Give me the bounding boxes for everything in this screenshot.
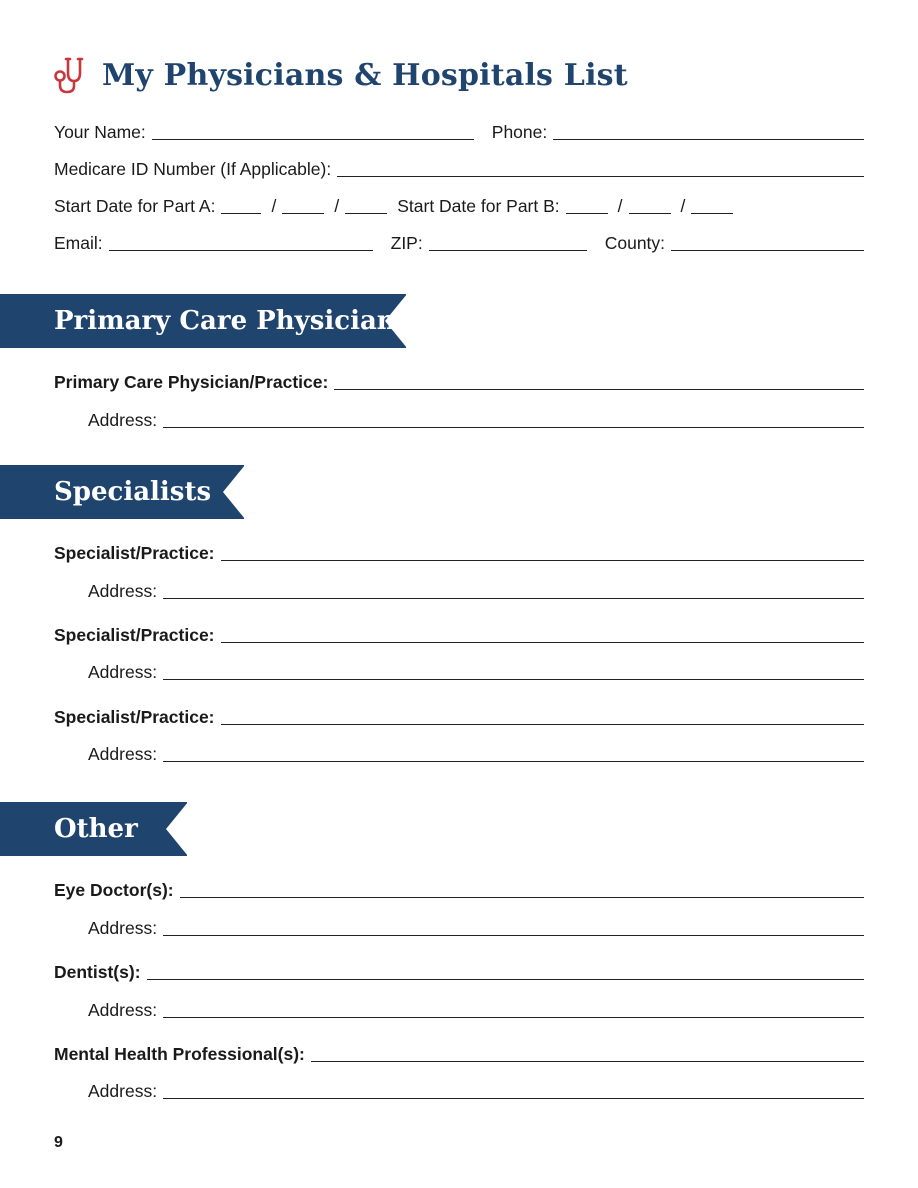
specialist-entry-row [54, 704, 864, 728]
date-slash: / [334, 196, 340, 216]
mental-health-field[interactable] [311, 1044, 864, 1062]
date-slash: / [617, 196, 623, 216]
address-label: Address: [88, 581, 158, 601]
mental-health-row [54, 1041, 864, 1065]
mental-address-row [88, 1078, 864, 1102]
address-label: Address: [88, 410, 158, 430]
primary-physician-field[interactable] [334, 372, 864, 390]
start-dates-row [54, 193, 864, 217]
mental-address-field[interactable] [163, 1081, 864, 1099]
specialist-address-row [88, 659, 864, 683]
specialist-entry-row [54, 622, 864, 646]
county-field[interactable] [671, 233, 864, 251]
specialist-label: Specialist/Practice: [54, 625, 215, 645]
page-title: My Physicians & Hospitals List [102, 57, 628, 93]
phone-field[interactable] [553, 122, 864, 140]
your-name-field[interactable] [152, 122, 474, 140]
primary-address-row [88, 407, 864, 431]
email-field[interactable] [109, 233, 373, 251]
eye-doctor-row [54, 877, 864, 901]
eye-address-row [88, 915, 864, 939]
address-label: Address: [88, 662, 158, 682]
page-number: 9 [54, 1134, 63, 1151]
eye-doctor-label: Eye Doctor(s): [54, 880, 174, 900]
specialist-entry-row [54, 540, 864, 564]
address-label: Address: [88, 744, 158, 764]
email-zip-county-row [54, 230, 864, 254]
zip-label: ZIP: [390, 233, 423, 253]
title-row [52, 55, 628, 95]
start-a-day-field[interactable] [282, 196, 324, 214]
address-label: Address: [88, 1000, 158, 1020]
address-label: Address: [88, 918, 158, 938]
eye-address-field[interactable] [163, 918, 864, 936]
start-b-day-field[interactable] [629, 196, 671, 214]
date-slash: / [680, 196, 686, 216]
primary-address-field[interactable] [163, 410, 864, 428]
medicare-id-label: Medicare ID Number (If Applicable): [54, 159, 332, 179]
specialist-address-row [88, 741, 864, 765]
start-b-year-field[interactable] [691, 196, 733, 214]
address-label: Address: [88, 1081, 158, 1101]
eye-doctor-field[interactable] [180, 880, 864, 898]
dentist-label: Dentist(s): [54, 962, 141, 982]
date-slash: / [271, 196, 277, 216]
specialist-address-field-1[interactable] [163, 581, 864, 599]
dentist-field[interactable] [147, 962, 864, 980]
other-banner [0, 802, 187, 856]
primary-physician-label: Primary Care Physician/Practice: [54, 372, 329, 392]
mental-health-label: Mental Health Professional(s): [54, 1044, 305, 1064]
medicare-row [54, 156, 864, 180]
specialist-address-field-2[interactable] [163, 662, 864, 680]
other-heading: Other [54, 814, 138, 844]
specialist-address-row [88, 578, 864, 602]
medicare-id-field[interactable] [337, 159, 864, 177]
specialists-banner [0, 465, 244, 519]
specialist-address-field-3[interactable] [163, 744, 864, 762]
phone-label: Phone: [491, 122, 548, 142]
specialist-field-2[interactable] [221, 625, 865, 643]
dentist-address-row [88, 997, 864, 1021]
dentist-row [54, 959, 864, 983]
primary-care-banner [0, 294, 406, 348]
specialist-field-1[interactable] [221, 543, 865, 561]
your-name-label: Your Name: [54, 122, 146, 142]
email-label: Email: [54, 233, 103, 253]
dentist-address-field[interactable] [163, 1000, 864, 1018]
start-a-label: Start Date for Part A: [54, 196, 216, 216]
stethoscope-icon [52, 55, 88, 95]
zip-field[interactable] [429, 233, 587, 251]
start-a-year-field[interactable] [345, 196, 387, 214]
county-label: County: [604, 233, 666, 253]
specialist-field-3[interactable] [221, 707, 865, 725]
specialist-label: Specialist/Practice: [54, 707, 215, 727]
name-phone-row [54, 119, 864, 143]
specialist-label: Specialist/Practice: [54, 543, 215, 563]
start-a-month-field[interactable] [221, 196, 261, 214]
primary-entry-row [54, 369, 864, 393]
specialists-heading: Specialists [54, 477, 212, 507]
start-b-month-field[interactable] [566, 196, 608, 214]
primary-care-heading: Primary Care Physician [54, 306, 396, 336]
start-b-label: Start Date for Part B: [397, 196, 560, 216]
